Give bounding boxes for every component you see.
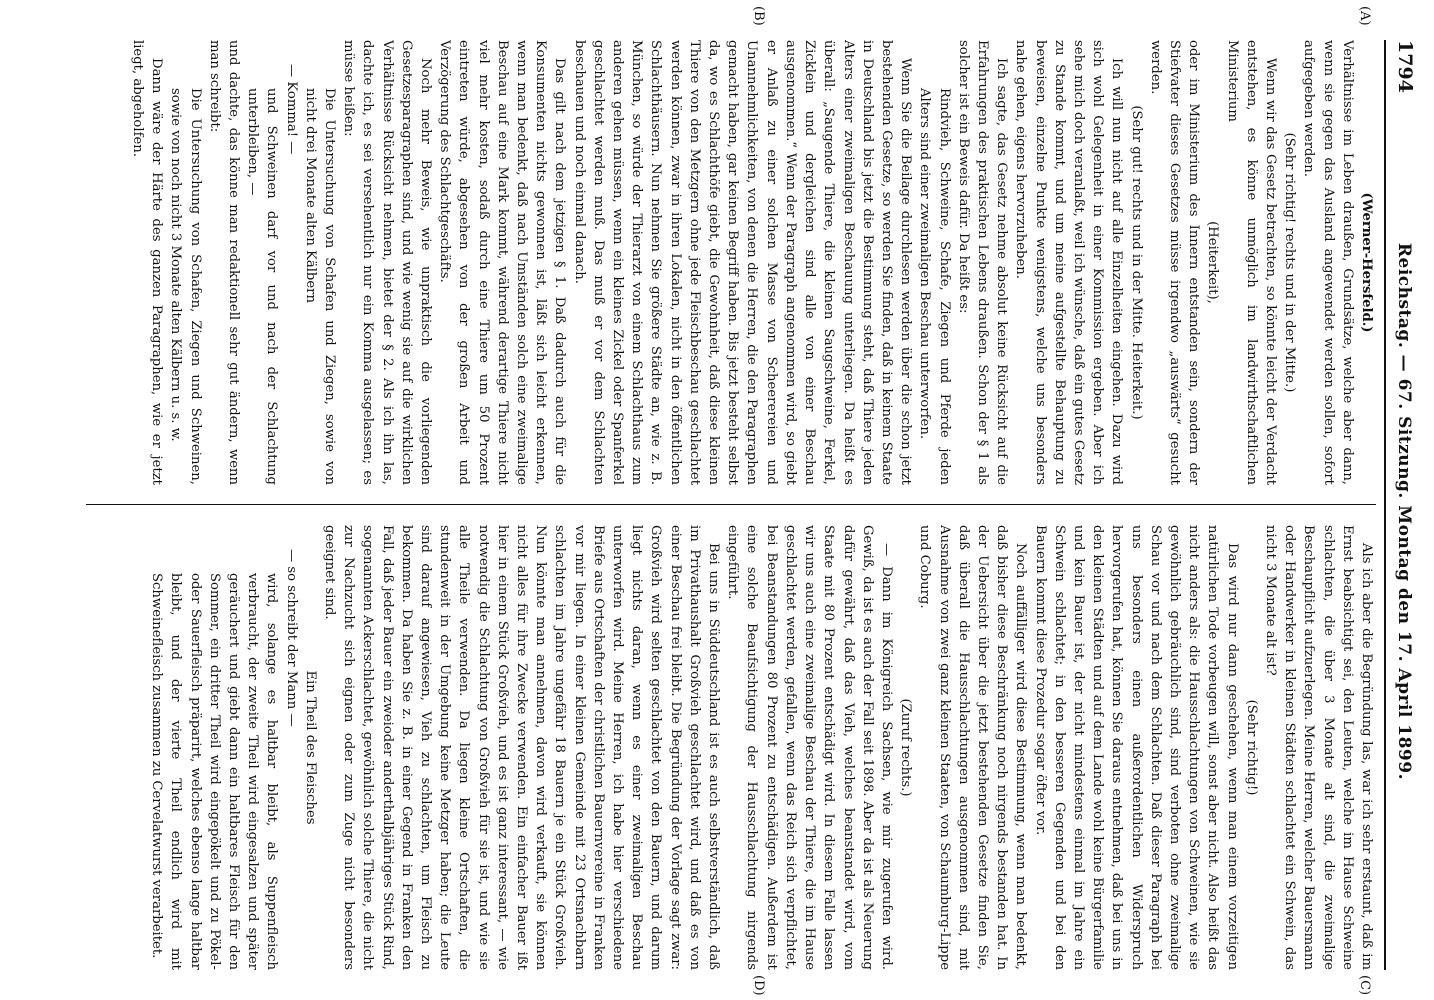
page-title: Reichstag. — 67. Sitzung. Montag den 17. April 1899. xyxy=(1394,242,1414,781)
paragraph: Bei uns in Süddeutschland ist es auch selbstverständlich, daß im Privathaushalt Großvieh geschlachtet wird, und daß es von einer Beschau frei bleibt. Die Begründung der Vorlage sagt zwar: Großvieh wird selten geschlachtet von den Bauern, und darum liegt nichts daran, wenn es einer zweimaligen Beschau unterworfen wird. Meine Herren, ich habe hier verschiedene Briefe aus Ortschaften der christlichen Bauernvereine in Franken vor mir liegen. In einer kleinen Gemeinde mit 23 Ortsnachbarn schlachten im Jahre ungefähr 18 Bauern je ein Stück Großvieh. Nun könnte man annehmen, davon wird verkauft, sie können nicht alles für ihre Zwecke verwenden. Ein einfacher Bauer ißt hier in einem Stück Großvieh, und es ist ganz interessant, — wie notwendig die Schlachtung von Großvieh für sie ist, und wie sie alle Theile verwenden. Da liegen kleine Ortschaften, die stundenweit in der Umgebung keine Metzger haben; die Leute sind darauf angewiesen, Vieh zu schlachten, um Fleisch zu bekommen. Da haben Sie z. B. in einer Gegend in Franken den Fall, daß jeder Bauer ein zweioder anderthalbjähriges Stück Rind, sogenannten Ackerschlachtet, gewöhnlich solche Thiere, die nicht zur Nachzucht sich eignen oder zum Zuge nicht besonders geeignet sind. xyxy=(322,525,722,970)
speaker-name: (Werner-Hersfeld.) xyxy=(1359,192,1374,333)
page-sheet xyxy=(76,6,1416,996)
page-number: 1794 xyxy=(1394,40,1416,93)
paragraph: Wenn Sie die Beilage durchlesen werden über die schon jetzt bestehenden Gesetze, so werden Sie finden, daß in keinem Staate in Deutschland bis jetzt die Bestimmung steht, daß Thiere jeden Alters einer zweimaligen Beschauung unterliegen. Da heißt es überall: „Saugende Thiere, die kleinen Saugschweine, Ferkel, Zicklein und dergleichen sind alle von einer Beschau ausgenommen.“ Wenn der Paragraph angenommen wird, so giebt er Anlaß zu einer solchen Masse von Scheerereien und Unannehmlichkeiten, von denen die Herren, die den Paragraphen gemacht haben, gar keinen Begriff haben. Bis jetzt besteht selbst da, wo es Schlachthöfe giebt, die Gewohnheit, daß diese kleinen Thiere von den Metzgern ohne jede Fleischbeschau geschlachtet werden können, zwar in ihren Lokalen, nicht in den öffentlichen Schlachthäusern. Nun nehmen Sie größere Städte an, wie z. B. München, so würde der Thierarzt von einem Schlachthaus zum anderen gehen müssen, wenn ein kleines Zickel oder Spanferkel geschlachtet werden muß. Das muß er vor dem Schlachten beschauen und noch einmal danach. xyxy=(571,40,914,485)
interjection: (Zuruf rechts.) xyxy=(898,698,914,797)
paragraph: Das wird nur dann geschehen, wenn man einem vorzeitigen natürlichen Tode vorbeugen will, sonst aber nicht. Also heißt das nicht anders als: die Hausschlachtungen von Schweinen, wie sie gewöhnlich gebräuchlich sind, sind verboten ohne zweimalige Schau vor und nach dem Schlachten. Daß dieser Paragraph bei uns besonders einen außerordentlichen Widerspruch hervorgerufen hat, können Sie daraus entnehmen, daß bei uns in den kleinen Städten und auf dem Lande wohl keine Bürgerfamilie und kein Bauer ist, der nicht mindestens einmal im Jahre ein Schwein schlachtet; in den besseren Gegenden und bei den Bauern kommt diese Prozedur sogar öfter vor. xyxy=(1032,525,1240,970)
paragraph: Das gilt nach dem jetzigen § 1. Daß dadurch auch für die Konsumenten nichts gewonnen ist, läßt sich leicht erkennen, wenn man bedenkt, daß nach Umständen solch eine zweimalige Beschau auf eine Mark kommt, während derartige Thiere nicht viel mehr kosten, sodaß durch eine Thiere um 50 Prozent eintreten würde, abgesehen von der großen Arbeit und Verzögerung des Schlachtgeschäfts. xyxy=(437,40,568,485)
paragraph: Dann wäre der Härte des ganzen Paragraphen, wie er jetzt liegt, abgeholfen. xyxy=(130,40,165,485)
quoted-text: Rindvieh, Schweine, Schafe, Ziegen und Pferde jeden Alters sind einer zweimaligen Beschau unterworfen. xyxy=(917,88,952,485)
margin-marker-d: (D) xyxy=(751,975,766,996)
quoted-text: und Schweinen darf vor und nach der Schlachtung unterbleiben, — xyxy=(245,88,280,485)
margin-marker-c: (C) xyxy=(1357,975,1372,996)
left-column xyxy=(86,40,1376,485)
paragraph: Noch auffälliger wird diese Bestimmung, wenn man bedenkt, daß bisher diese Beschränkung noch nirgends bestanden hat. In der Uebersicht über die jetzt bestehenden Gesetze finden Sie, daß überall die Hausschlachtungen ausgenommen sind, mit Ausnahme von zwei ganz kleinen Staaten, von Schaumburg-Lippe und Coburg. xyxy=(917,525,1029,970)
right-column xyxy=(86,525,1376,970)
interjection: — so schreibt der Mann — xyxy=(283,549,299,727)
column-divider xyxy=(86,504,1376,505)
page-header xyxy=(1388,40,1416,970)
interjection: (Sehr richtig!) xyxy=(1243,699,1259,796)
paragraph: Ich will nun nicht auf alle Einzelheiten eingehen. Dazu wird sich wohl Gelegenheit in einer Kommission ergeben. Aber ich sehe mich doch veranlaßt, weil ich wünsche, daß ein gutes Gesetz zu Stande kommt, und um meine aufgestellte Behauptung zu beweisen, einzelne Punkte wenigstens, welche uns besonders nahe gehen, eigens hervorzuheben. xyxy=(1013,40,1125,485)
quoted-text: Die Untersuchung von Schafen und Ziegen, sowie von nicht drei Monate alten Kälbern xyxy=(302,88,338,485)
paragraph: oder im Ministerium des Innern entstanden sein, sondern der Stiefvater dieses Gesetzes müsse irgendwo „auswärts“ gesucht werden. xyxy=(1147,40,1202,485)
paragraph: — Dann im Königreich Sachsen, wie mir zugerufen wird. Gewiß, da ist es auch der Fall seit 1898. Aber da ist als Neuerung dafür gewährt, daß das Vieh, welches beanstandet wird, vom Staate mit 80 Prozent entschädigt wird. In diesem Falle lassen wir uns auch eine zweimalige Beschau der Thiere, die im Hause geschlachtet werden, gefallen, wenn das Reich sich verpflichtet, bei Beanstandungen 80 Prozent zu entschädigen. Außerdem ist eine solche Beaufsichtigung der Hausschlachtung nirgends eingeführt. xyxy=(725,525,894,970)
interjection: Ein Theil des Fleisches xyxy=(302,670,318,825)
quoted-text: wird, solange es haltbar bleibt, als Suppenfleisch verbraucht, der zweite Theil wird eingesalzen und später geräuchert und giebt dann ein haltbares Fleisch für den Sommer, ein dritter Theil wird eingepökelt und zu Pökel- oder Sauerfleisch präparirt, welches ebenso lange haltbar bleibt, und der vierte Theil endlich wird mit Schweinefleisch zusammen zu Cervelatwurst verarbeitet. xyxy=(149,573,280,970)
paragraph: Verhältnisse im Leben draußen, Grundsätze, welche aber dann, wenn sie gegen das Ausland angewendet werden sollen, sofort aufgegeben werden. xyxy=(1301,40,1355,485)
interjection: — Komma! — xyxy=(283,64,299,155)
header-rule xyxy=(1384,40,1386,970)
paragraph: Noch mehr Beweis, wie unpraktisch die vorliegenden Gesetzesparagraphen sind, und wie wenig sie auf die wirklichen Verhältnisse Rücksicht nehmen, bietet der § 2. Als ich ihn las, dachte ich, es sei versehentlich nur ein Komma ausgelassen; es müsse heißen: xyxy=(341,40,434,485)
interjection: (Sehr richtig! rechts und in der Mitte.) xyxy=(1282,132,1298,393)
paragraph: Wenn wir das Gesetz betrachten, so könnte leicht der Verdacht entstehen, es könne unmöglich im landwirthschaftlichen Ministerium xyxy=(1224,40,1278,485)
paragraph: Als ich aber die Begründung las, war ich sehr erstaunt, daß im Ernst beabsichtigt sei, den Leuten, welche im Hause Schweine schlachten, die über 3 Monate alt sind, die zweimalige Beschaupflicht aufzuerlegen. Meine Herren, welcher Bauersmann oder Handwerker in kleinen Städten schlachtet ein Schwein, das nicht 3 Monate alt ist? xyxy=(1262,525,1374,970)
quoted-text: Die Untersuchung von Schafen, Ziegen und Schweinen, sowie von noch nicht 3 Monate alten Kälbern u. s. w. xyxy=(168,88,203,485)
paragraph: und dachte, das könne man redaktionell sehr gut ändern, wenn man schreibt: xyxy=(206,40,242,485)
paragraph: Ich sagte, das Gesetz nehme absolut keine Rücksicht auf die Erfahrungen des praktischen Lebens draußen. Schon der § 1 als solcher ist ein Beweis dafür. Da heißt es: xyxy=(955,40,1010,485)
margin-marker-b: (B) xyxy=(751,6,766,26)
interjection: (Heiterkeit), xyxy=(1205,221,1221,304)
margin-marker-a: (A) xyxy=(1357,6,1372,26)
interjection: (Sehr gut! rechts und in der Mitte. Heiterkeit.) xyxy=(1128,105,1144,420)
